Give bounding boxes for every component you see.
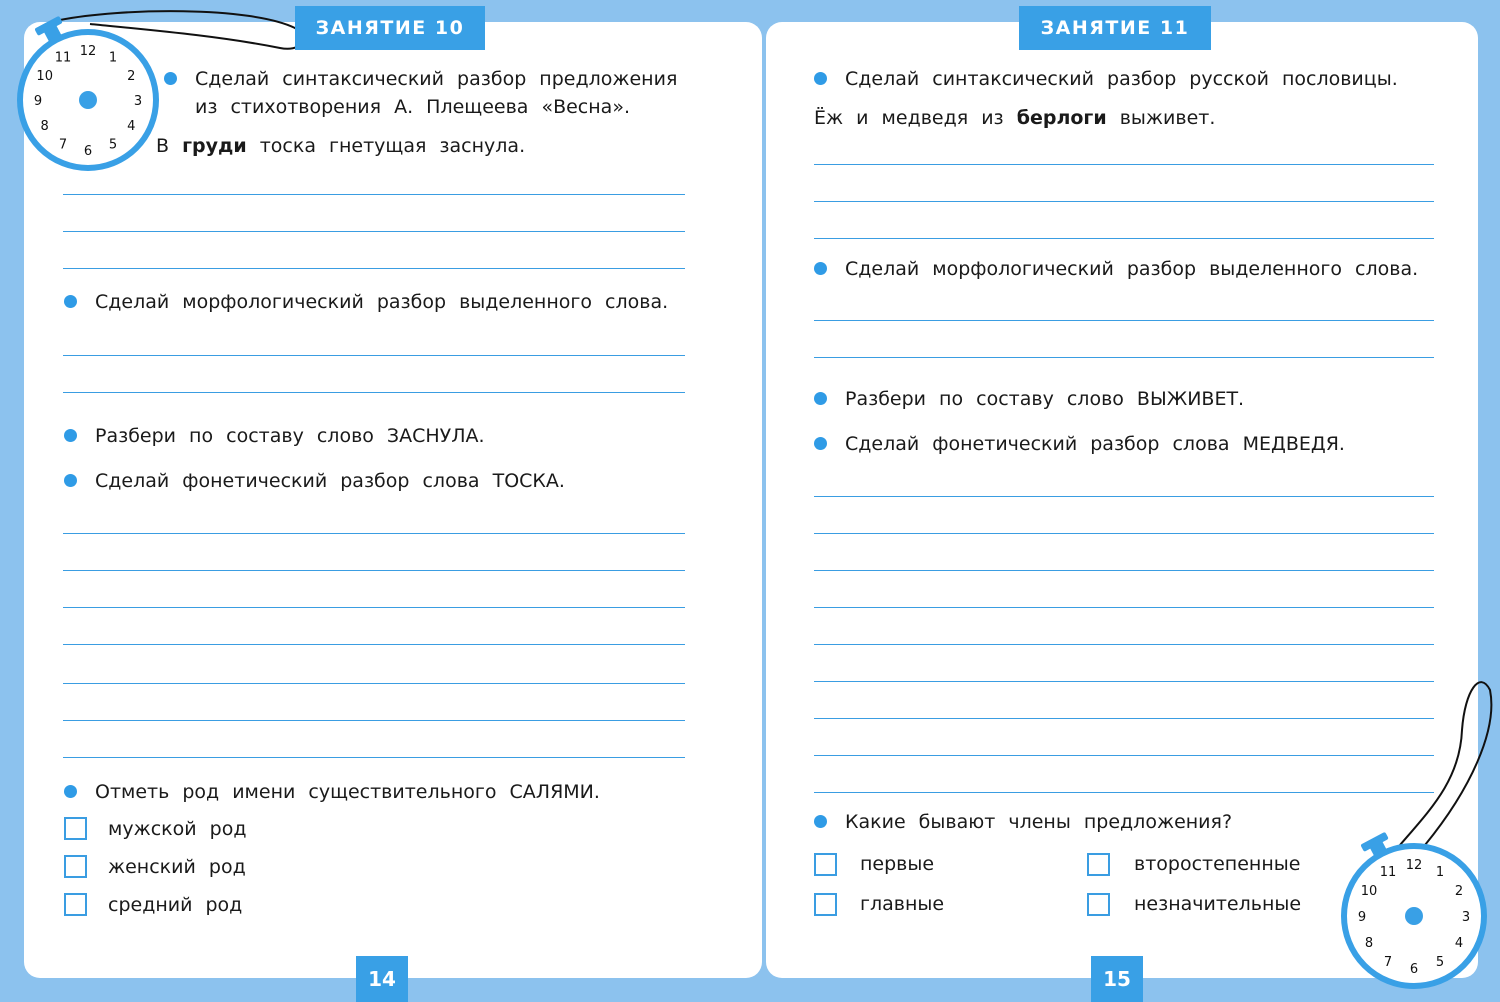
answer-line[interactable] [814,681,1434,682]
highlighted-word: груди [182,135,247,157]
answer-line[interactable] [814,792,1434,793]
answer-line[interactable] [63,392,685,393]
bullet-icon [814,72,827,85]
answer-line[interactable] [814,607,1434,608]
clock-number: 5 [1435,955,1445,971]
clock-number: 5 [108,137,118,153]
lesson-tab-right: ЗАНЯТИЕ 11 [1019,6,1211,50]
option-label: незначительные [1134,893,1302,915]
bullet-icon [164,72,177,85]
clock-number: 2 [1454,884,1464,899]
clock-number: 3 [133,94,143,109]
answer-line[interactable] [814,320,1434,321]
answer-line[interactable] [814,533,1434,534]
clock-number: 6 [83,144,93,159]
checkbox-neuter[interactable] [64,893,87,916]
task-text: Отметь род имени существительного САЛЯМИ. [95,781,600,803]
clock-number: 10 [1360,884,1378,899]
task-text: Какие бывают члены предложения? [845,811,1233,833]
task-text: Сделай морфологический разбор выделенного слова. [845,258,1419,280]
clock-number: 6 [1409,962,1419,977]
highlighted-word: берлоги [1016,107,1107,129]
stopwatch-icon [1338,828,1490,992]
clock-number: 11 [54,50,72,66]
answer-line[interactable] [63,607,685,608]
bullet-icon [814,437,827,450]
answer-line[interactable] [63,683,685,684]
task-text: Разбери по составу слово ЗАСНУЛА. [95,425,485,447]
answer-line[interactable] [814,718,1434,719]
lesson-tab-left: ЗАНЯТИЕ 10 [295,6,485,50]
example-sentence: Ёж и медведя из берлоги выживет. [814,107,1216,129]
task-text: Сделай синтаксический разбор предложения [195,68,678,90]
clock-number: 10 [36,69,53,84]
bullet-icon [64,785,77,798]
answer-line[interactable] [814,496,1434,497]
clock-number: 1 [1435,864,1445,880]
bullet-icon [814,262,827,275]
answer-line[interactable] [814,238,1434,239]
task-text: Сделай фонетический разбор слова ТОСКА. [95,470,565,492]
answer-line[interactable] [63,268,685,269]
clock-number: 9 [1357,910,1367,925]
bullet-icon [64,474,77,487]
clock-number: 4 [127,119,136,134]
option-label: средний род [108,894,243,916]
clock-number: 8 [40,119,49,134]
clock-number: 7 [1383,955,1393,971]
bullet-icon [64,295,77,308]
clock-number: 11 [1379,864,1397,880]
answer-line[interactable] [814,570,1434,571]
clock-number: 9 [33,94,43,109]
answer-line[interactable] [814,357,1434,358]
clock-number: 1 [108,50,118,66]
clock-number: 7 [58,137,68,153]
clock-number: 8 [1364,936,1374,951]
task-text: из стихотворения А. Плещеева «Весна». [195,96,630,118]
option-label: женский род [108,856,246,878]
answer-line[interactable] [63,355,685,356]
option-label: мужской род [108,818,247,840]
answer-line[interactable] [814,164,1434,165]
option-label: второстепенные [1134,853,1301,875]
page-number-left: 14 [356,956,408,1002]
task-text: Сделай фонетический разбор слова МЕДВЕДЯ. [845,433,1345,455]
answer-line[interactable] [63,194,685,195]
answer-line[interactable] [814,644,1434,645]
checkbox-masculine[interactable] [64,817,87,840]
answer-line[interactable] [63,757,685,758]
checkbox-main[interactable] [814,893,837,916]
task-text: Сделай синтаксический разбор русской пословицы. [845,68,1398,90]
task-text: Сделай морфологический разбор выделенного слова. [95,291,669,313]
checkbox-feminine[interactable] [64,855,87,878]
clock-number: 2 [127,69,136,84]
checkbox-first[interactable] [814,853,837,876]
bullet-icon [814,815,827,828]
clock-number: 4 [1454,936,1464,951]
clock-number: 12 [1405,858,1423,873]
checkbox-insignificant[interactable] [1087,893,1110,916]
answer-line[interactable] [63,644,685,645]
answer-line[interactable] [814,755,1434,756]
bullet-icon [814,392,827,405]
clock-number: 3 [1461,910,1471,925]
answer-line[interactable] [814,201,1434,202]
page-number-right: 15 [1091,956,1143,1002]
stopwatch-icon [14,12,166,174]
task-text: Разбери по составу слово ВЫЖИВЕТ. [845,388,1245,410]
answer-line[interactable] [63,533,685,534]
answer-line[interactable] [63,720,685,721]
answer-line[interactable] [63,570,685,571]
example-sentence: В груди тоска гнетущая заснула. [156,135,526,157]
answer-line[interactable] [63,231,685,232]
clock-number: 12 [79,44,97,59]
bullet-icon [64,429,77,442]
option-label: первые [860,853,935,875]
checkbox-secondary[interactable] [1087,853,1110,876]
option-label: главные [860,893,945,915]
